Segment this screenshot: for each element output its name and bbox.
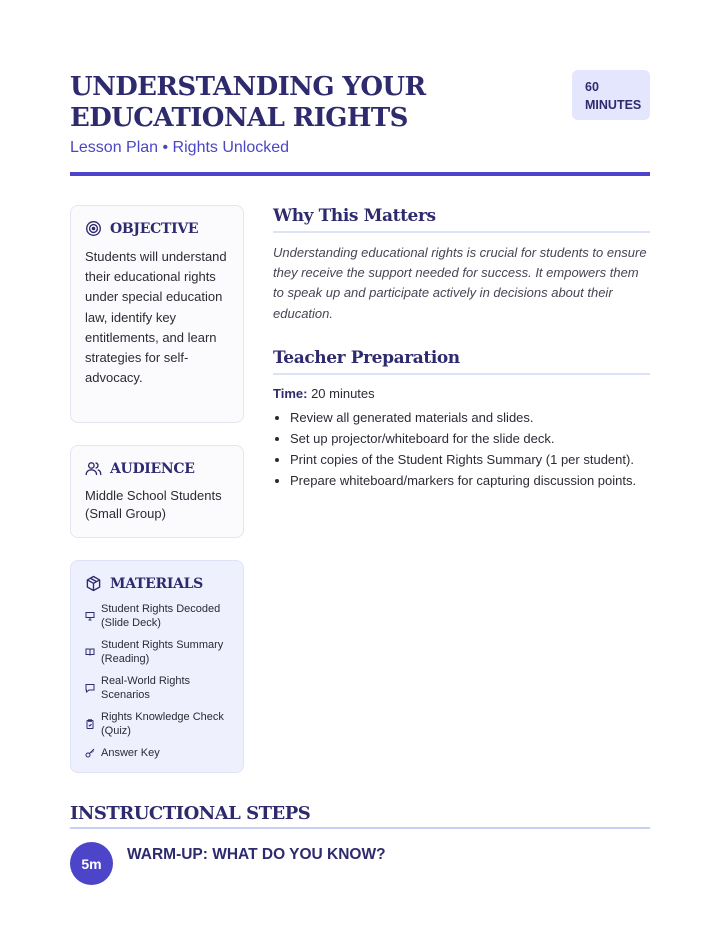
key-icon [85, 748, 95, 758]
material-label: Rights Knowledge Check (Quiz) [101, 711, 224, 737]
duration-badge [572, 70, 650, 120]
prep-time [273, 386, 650, 401]
book-icon [85, 647, 95, 657]
material-item [85, 638, 229, 666]
material-item [85, 602, 229, 630]
steps-divider [70, 827, 650, 829]
audience-title: AUDIENCE [110, 460, 195, 477]
prep-section [273, 348, 650, 492]
objective-text: Students will understand their educational rights under special education law, identify key entitlements, and learn strategies for self-advocacy. [85, 249, 227, 386]
audience-text: Middle School Students (Small Group) [85, 488, 222, 521]
users-icon [85, 460, 102, 477]
material-item [85, 674, 229, 702]
clipboard-icon [85, 719, 95, 729]
objective-title: OBJECTIVE [110, 220, 199, 237]
prep-item: • Set up projector/whiteboard for the slide deck. [290, 428, 650, 449]
step-title: WARM-UP: WHAT DO YOU KNOW? [127, 846, 386, 863]
materials-card [70, 560, 244, 773]
materials-title: MATERIALS [110, 575, 203, 592]
steps-title: INSTRUCTIONAL STEPS [70, 803, 311, 824]
why-section [273, 206, 650, 324]
prep-item: • Print copies of the Student Rights Summary (1 per student). [290, 449, 650, 470]
page-title: UNDERSTANDING YOUR EDUCATIONAL RIGHTS [70, 72, 426, 133]
material-item [85, 710, 229, 738]
why-divider [273, 231, 650, 233]
prep-item: • Review all generated materials and slides. [290, 407, 650, 428]
page-subtitle: Lesson Plan • Rights Unlocked [70, 139, 290, 156]
prep-list [273, 407, 650, 492]
why-title: Why This Matters [273, 206, 436, 226]
objective-card [70, 205, 244, 423]
material-label: Student Rights Summary (Reading) [101, 639, 224, 665]
why-text: Understanding educational rights is crucial for students to ensure they receive the support needed for success. It empowers them to speak up and participate actively in decisions about their education. [273, 245, 647, 321]
chat-icon [85, 683, 95, 693]
prep-title: Teacher Preparation [273, 347, 460, 368]
prep-divider [273, 373, 650, 375]
duration-value: 60 [585, 80, 599, 94]
presentation-icon [85, 611, 95, 621]
header-divider [70, 172, 650, 176]
material-label: Answer Key [101, 747, 160, 759]
material-item [85, 746, 229, 760]
target-icon [85, 220, 102, 237]
steps-section [70, 803, 650, 829]
prep-time-label: Time: [273, 385, 308, 401]
prep-time-value: 20 minutes [311, 385, 375, 401]
main-content [273, 206, 650, 492]
materials-list [85, 602, 229, 760]
lesson-header [70, 72, 650, 157]
prep-item: • Prepare whiteboard/markers for capturing discussion points. [290, 470, 650, 491]
step-duration-badge: 5m [70, 842, 113, 885]
box-icon [85, 575, 102, 592]
duration-unit: MINUTES [585, 98, 642, 112]
material-label: Student Rights Decoded (Slide Deck) [101, 603, 221, 629]
material-label: Real-World Rights Scenarios [101, 675, 191, 701]
audience-card [70, 445, 244, 538]
